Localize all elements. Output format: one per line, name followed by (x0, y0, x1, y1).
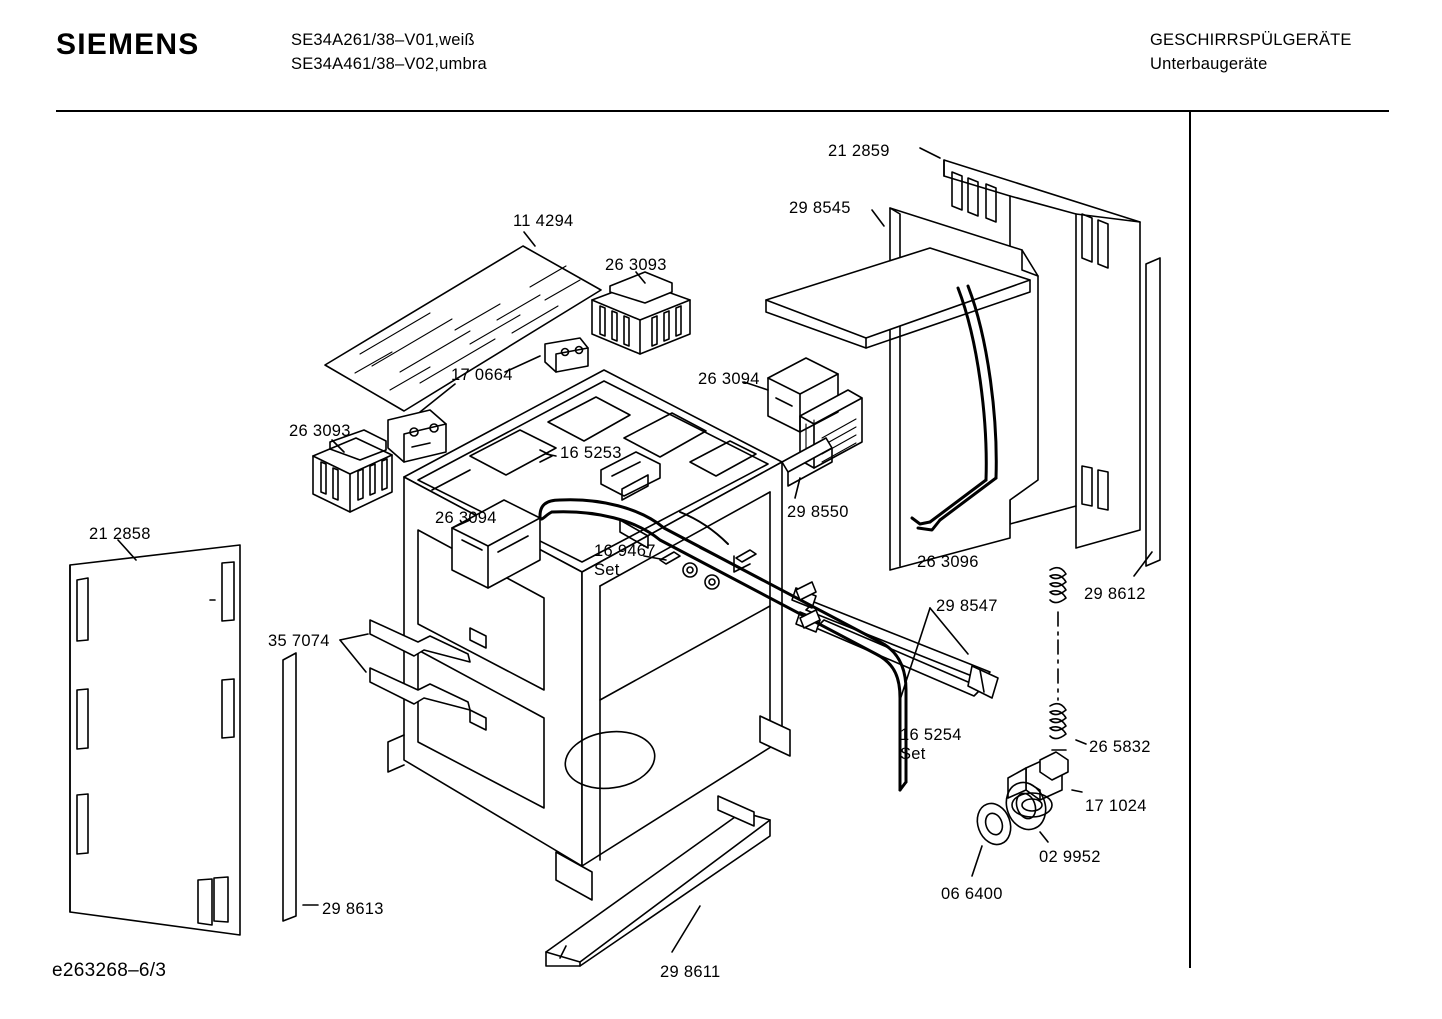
part-label-165254-number: 16 5254 (900, 726, 962, 744)
part-label-298545: 29 8545 (789, 199, 851, 217)
category-line-2: Unterbaugeräte (1150, 55, 1268, 73)
part-label-171024: 17 1024 (1085, 797, 1147, 815)
part-label-170664: 17 0664 (451, 366, 513, 384)
part-label-169467-sub: Set (594, 561, 620, 579)
document-code: e263268–6/3 (52, 960, 167, 981)
part-label-165254 (900, 726, 962, 764)
part-label-298611: 29 8611 (660, 963, 721, 981)
part-263093-connector-left (313, 430, 392, 512)
part-label-263093-left: 26 3093 (289, 422, 351, 440)
part-114294-insulation-mat (325, 246, 601, 411)
part-label-169467-number: 16 9467 (594, 542, 656, 560)
part-label-263096: 26 3096 (917, 553, 979, 571)
part-label-298550: 29 8550 (787, 503, 849, 521)
siemens-logo: SIEMENS (56, 28, 200, 61)
part-170664-bracket (545, 338, 588, 372)
part-label-357074: 35 7074 (268, 632, 330, 650)
part-label-029952: 02 9952 (1039, 848, 1101, 866)
part-066400-seal (972, 799, 1016, 849)
part-263094-module-right (768, 358, 838, 432)
part-label-066400: 06 6400 (941, 885, 1003, 903)
part-label-263093-top: 26 3093 (605, 256, 667, 274)
part-298613-trim-strip (283, 653, 296, 921)
part-label-263094-right: 26 3094 (698, 370, 760, 388)
part-label-265832: 26 5832 (1089, 738, 1151, 756)
part-212858-side-panel (70, 545, 240, 935)
part-170664-bracket-left (388, 410, 446, 462)
part-label-165253: 16 5253 (560, 444, 622, 462)
part-265832-spring (1050, 568, 1066, 750)
part-label-298612: 29 8612 (1084, 585, 1146, 603)
part-label-263094-left: 26 3094 (435, 509, 497, 527)
part-label-114294: 11 4294 (513, 212, 574, 230)
part-label-212859: 21 2859 (828, 142, 890, 160)
part-263093-connector-top (592, 272, 690, 354)
part-298612-strip (1146, 258, 1160, 566)
part-label-298547: 29 8547 (936, 597, 998, 615)
part-label-212858: 21 2858 (89, 525, 151, 543)
part-label-169467 (594, 542, 656, 580)
part-label-298613: 29 8613 (322, 900, 384, 918)
model-line-2: SE34A461/38–V02,umbra (291, 55, 487, 73)
model-line-1: SE34A261/38–V01,weiß (291, 31, 475, 49)
part-label-165254-sub: Set (900, 745, 926, 763)
category-line-1: GESCHIRRSPÜLGERÄTE (1150, 31, 1352, 49)
